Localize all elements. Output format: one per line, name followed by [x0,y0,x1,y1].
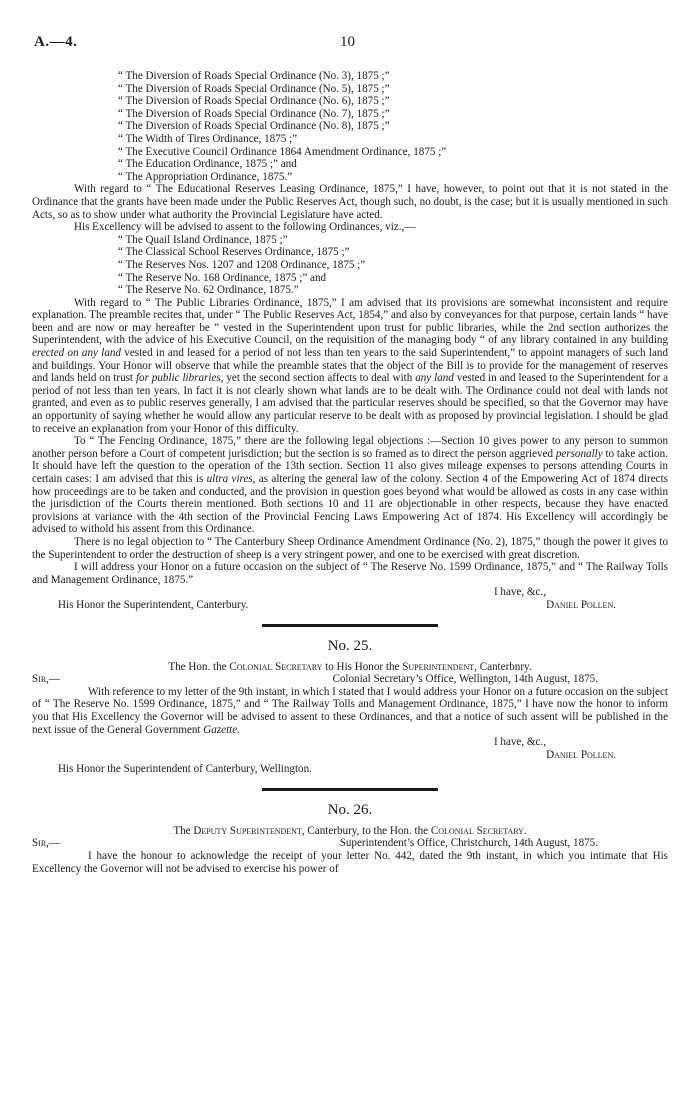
letter-body: I have the honour to acknowledge the receipt of your letter No. 442, dated the 9th instant, in which you intimate that His Excellency the Governor will not be advised to exercise his power of [32,850,668,875]
dateline: Colonial Secretary’s Office, Wellington, 14th August, 1875. [332,673,598,686]
paragraph-assent: His Excellency will be advised to assent to the following Ordinances, viz.,— [74,221,416,234]
ordinance-item: “ The Classical School Reserves Ordinance, 1875 ;” [118,246,350,259]
ordinance-item: “ The Diversion of Roads Special Ordinance (No. 5), 1875 ;” [118,82,390,95]
paragraph-sheep: There is no legal objection to “ The Canterbury Sheep Ordinance Amendment Ordinance (No. 2), 1875,” though the power it gives to the Superintendent to order the destruction of sheep is a very stringent power, and one to be exercised with great discretion. [32,535,668,561]
ordinance-item: “ The Diversion of Roads Special Ordinance (No. 7), 1875 ;” [118,107,390,120]
ordinance-item: “ The Reserve No. 168 Ordinance, 1875 ;” and [118,271,327,284]
ordinance-item: “ The Reserves Nos. 1207 and 1208 Ordinance, 1875 ;” [118,258,366,271]
paragraph-future-occasion: I will address your Honor on a future occasion on the subject of “ The Reserve No. 1599 Ordinance, 1875,” and “ The Railway Tolls and Management Ordinance, 1875.” [32,561,668,586]
ordinance-item: “ The Quail Island Ordinance, 1875 ;” [118,233,288,246]
section-divider [262,624,438,627]
document-body [32,70,668,875]
letter-number: No. 25. [327,637,373,654]
signature: Daniel Pollen. [546,598,616,611]
closing-salutation: I have, &c., [493,586,546,599]
closing-salutation: I have, &c., [493,736,546,749]
ordinance-item: “ The Reserve No. 62 Ordinance, 1875.” [118,284,299,297]
ordinance-item: “ The Diversion of Roads Special Ordinance (No. 3), 1875 ;” [118,70,390,82]
paragraph-fencing: To “ The Fencing Ordinance, 1875,” there are the following legal objections :—Section 10 gives power to any person to summon another person before a Court of competent jurisdiction; but the section is so framed as to direct the person aggrieved personally to take action. It should have left the question to the operation of the 13th section. Section 11 also gives mileage expenses to persons attending Courts in certain cases: I am advised that this is ultra vires, as altering the general law of the colony. Section 4 of the Empowering Act of 1874 directs how proceedings are to be taken and conducted, and the provision in question goes beyond what would be allowed as costs in any case within the jurisdiction of the Courts therein mentioned. Both sections 10 and 11 are objectionable in other respects, because they have enacted provisions at variance with the 4th section of the Provincial Fencing Laws Empowering Act of 1874. His Excellency will accordingly be advised to withold his assent from this Ordinance. [32,435,668,536]
closing-row [32,599,668,612]
dateline: Superintendent’s Office, Christchurch, 14th August, 1875. [339,837,598,850]
salutation: Sir,— [32,837,61,850]
ordinance-list-2 [32,234,668,297]
letter-number: No. 26. [327,801,373,818]
document-reference: A.—4. [34,34,78,50]
section-divider [262,788,438,791]
paragraph-educational-reserves: With regard to “ The Educational Reserves Leasing Ordinance, 1875,” I have, however, to point out that it is not stated in the Ordinance that the grants have been made under the Public Reserves Act, though such, no doubt, is the case; but it is usually mentioned in such Acts, so as to show under what authority the Provincial Legislature have acted. [32,183,668,221]
ordinance-item: “ The Width of Tires Ordinance, 1875 ;” [118,132,298,145]
addressee: His Honor the Superintendent of Canterbury, Wellington. [58,763,312,776]
letter-heading: The Deputy Superintendent, Canterbury, to the Hon. the Colonial Secretary. [173,824,527,837]
page-number: 10 [340,34,355,50]
salutation-row [32,837,668,850]
salutation-row [32,673,668,686]
letter-body: With reference to my letter of the 9th instant, in which I stated that I would address your Honor on a future occasion on the subject of “ The Reserve No. 1599 Ordinance, 1875,” and “ The Railway Tolls and Management Ordinance, 1875,” I have now the honor to inform you that His Excellency the Governor will be advised to assent to these Ordinances, and that a notice of such assent will be published in the next issue of the General Government Gazette. [32,685,668,736]
ordinance-item: “ The Diversion of Roads Special Ordinance (No. 8), 1875 ;” [118,120,390,133]
signature: Daniel Pollen. [546,748,616,761]
addressee: His Honor the Superintendent, Canterbury. [58,598,249,611]
ordinance-item: “ The Diversion of Roads Special Ordinance (No. 6), 1875 ;” [118,95,390,108]
salutation: Sir,— [32,673,61,686]
letter-heading: The Hon. the Colonial Secretary to His Honor the Superintendent, Canterbnry. [168,660,532,673]
ordinance-item: “ The Executive Council Ordinance 1864 Amendment Ordinance, 1875 ;” [118,145,447,158]
paragraph-public-libraries: With regard to “ The Public Libraries Ordinance, 1875,” I am advised that its provisions are somewhat inconsistent and require explanation. The preamble recites that, under “ The Public Reserves Act, 1854,” and also by conveyances for that purpose, certain lands “ have been and are now or may hereafter be ” vested in the Superintendent upon trust for public libraries, while the 2nd section authorizes the Superintendent, with the advice of his Executive Council, on the requisition of the managing body “ of any library contained in any building erected on any land vested in and leased for a period of not less than ten years to the said Superintendent,” to appoint managers of such land and buildings. Your Honor will observe that while the preamble states that the object of the Bill is to provide for the management of reserves and lands held on trust for public libraries, yet the second section affects to deal with any land vested in and leased to the Superintendent for a period of not less than ten years. In fact it is not clearly shown what lands are to be dealt with. The Ordinance could not deal with lands not granted, and even as to public reserves generally, I am advised that the particular reserves should be specified, so that the Governor may have an opportunity of saying whether he would allow any particular reserve to be dealt with as proposed by provincial legislation. I should be glad to receive an explanation from your Honor of this difficulty. [32,296,669,435]
ordinance-item: “ The Education Ordinance, 1875 ;” and [118,158,297,171]
ordinance-item: “ The Appropriation Ordinance, 1875.” [118,170,293,183]
ordinance-list-1 [32,70,668,183]
